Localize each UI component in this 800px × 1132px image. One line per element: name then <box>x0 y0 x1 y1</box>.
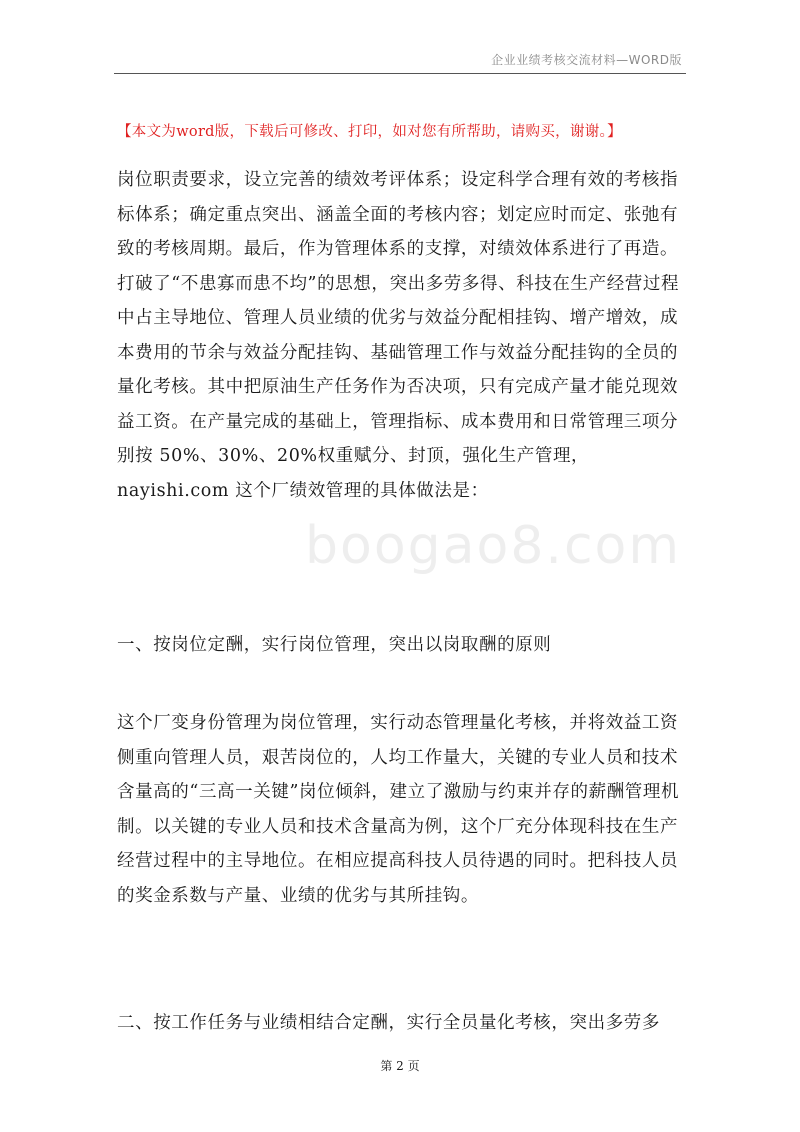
page-number: 第 2 页 <box>380 1059 420 1073</box>
header-divider <box>114 73 686 74</box>
paragraph-text: 岗位职责要求，设立完善的绩效考评体系；设定科学合理有效的考核指标体系；确定重点突出、涵盖全面的考核内容；划定应时而定、张弛有致的考核周期。最后，作为管理体系的支撑，对绩效体系进行了再造。打破了“不患寡而患不均”的思想，突出多劳多得、科技在生产经营过程中占主导地位、管理人员业绩的优劣与效益分配相挂钩、增产增效，成本费用的节余与效益分配挂钩、基础管理工作与效益分配挂钩的全员的量化考核。其中把原油生产任务作为否决项，只有完成产量才能兑现效益工资。在产量完成的基础上，管理指标、成本费用和日常管理三项分别按 50%、30%、20%权重赋分、封顶，强化生产管理，nayishi.com 这个厂绩效管理的具体做法是： <box>117 170 680 501</box>
section-heading-2 <box>117 1006 692 1041</box>
heading-text: 二、按工作任务与业绩相结合定酬，实行全员量化考核，突出多劳多 <box>117 1013 660 1033</box>
running-header-title: 企业业绩考核交流材料—WORD版 <box>491 53 682 67</box>
purchase-notice: 【本文为word版，下载后可修改、打印，如对您有所帮助，请购买，谢谢。】 <box>117 124 622 140</box>
watermark: boogao8.com <box>305 516 681 576</box>
body-paragraph-2 <box>117 706 692 913</box>
body-paragraph-1 <box>117 163 692 508</box>
paragraph-text: 这个厂变身份管理为岗位管理，实行动态管理量化考核，并将效益工资侧重向管理人员，艰苦岗位的，人均工作量大，关键的专业人员和技术含量高的“三高一关键”岗位倾斜，建立了激励与约束并存的薪酬管理机制。以关键的专业人员和技术含量高为例，这个厂充分体现科技在生产经营过程中的主导地位。在相应提高科技人员待遇的同时。把科技人员的奖金系数与产量、业绩的优劣与其所挂钩。 <box>117 713 680 906</box>
section-heading-1 <box>117 628 692 663</box>
heading-text: 一、按岗位定酬，实行岗位管理，突出以岗取酬的原则 <box>117 635 552 655</box>
